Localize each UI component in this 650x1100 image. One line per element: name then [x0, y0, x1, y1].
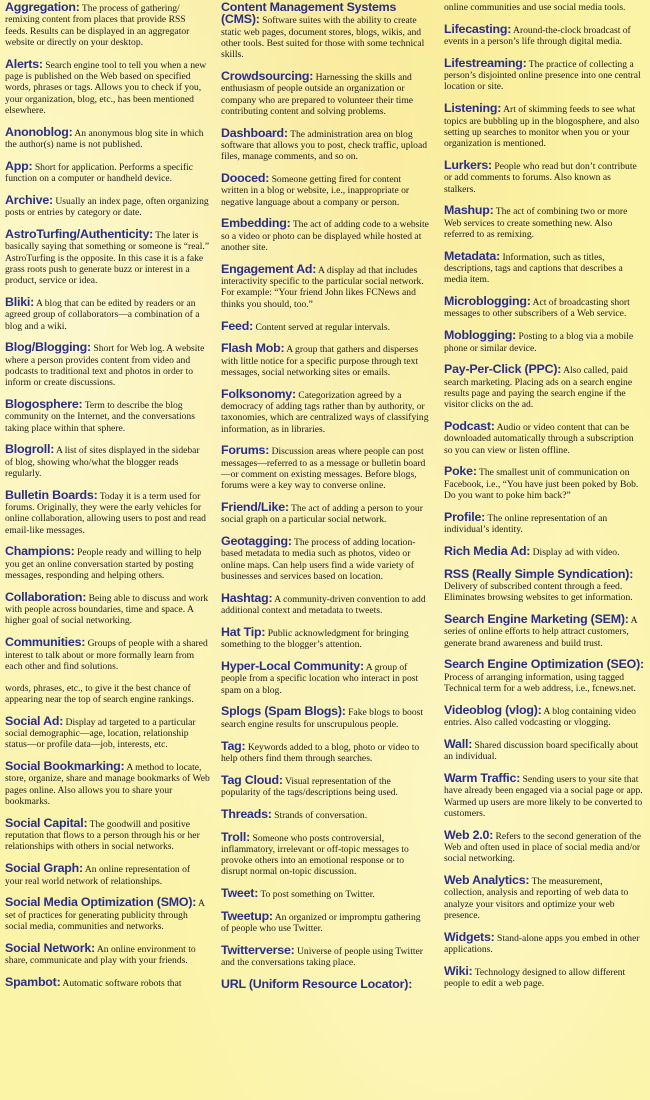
glossary-entry	[5, 56, 210, 116]
glossary-definition: People who read but don’t contribute or add comments to forums. Also known as stalkers.	[444, 160, 637, 195]
glossary-definition: The act of adding code to a website so a video or photo can be displayed while hosted at another site.	[221, 219, 429, 254]
glossary-definition: Someone getting fired for content written in a blog or website, i.e., inappropriate or negative language about a company or person.	[221, 174, 410, 208]
glossary-entry	[5, 294, 210, 332]
glossary-entry	[444, 827, 644, 865]
glossary-definition: A blog that can be edited by readers or an agreed group of collaborators—a combination of a blog and a wiki.	[5, 297, 200, 332]
glossary-entry	[221, 945, 429, 969]
glossary-definition: Harnessing the skills and enthusiasm of people outside an organization or company who are prepared to volunteer their time contributing content and solving problems.	[221, 71, 414, 117]
glossary-definition: Content served at regular intervals.	[253, 321, 390, 333]
glossary-definition: The practice of collecting a person’s disjointed online presence into one central location or site.	[444, 58, 641, 93]
glossary-definition: An online environment to share, communicate and play with your friends.	[5, 943, 196, 966]
glossary-definition: Automatic software robots that	[60, 977, 182, 989]
glossary-term: Collaboration:	[5, 589, 87, 604]
glossary-entry	[5, 226, 210, 287]
glossary-term: Engagement Ad:	[221, 261, 317, 276]
glossary-term: Blog/Blogging:	[5, 340, 91, 355]
glossary-definition: A list of sites displayed in the sidebar of blog, showing who/what the blogger reads regularly.	[5, 445, 200, 479]
glossary-column-2	[221, 2, 429, 1002]
glossary-definition: Process of arranging information, using tagged Technical term for a web address, i.e., fcnews.net.	[444, 671, 636, 695]
glossary-entry	[5, 761, 210, 807]
glossary-definition: A group of people from a specific location who interact in post spam on a blog.	[221, 662, 419, 696]
glossary-term: Social Network:	[5, 940, 95, 955]
glossary-entry	[221, 772, 429, 799]
glossary-definition: Keywords added to a blog, photo or video to help others find them through searches.	[221, 741, 420, 764]
glossary-term: Social Ad:	[5, 713, 64, 728]
glossary-entry	[5, 815, 210, 853]
glossary-term: Bulletin Boards:	[5, 487, 98, 502]
glossary-entry	[5, 897, 210, 932]
glossary-term: Spambot:	[5, 974, 61, 989]
glossary-definition: The online representation of an individual’s identity.	[444, 512, 608, 536]
glossary-definition: An online representation of your real world network of relationships.	[5, 864, 191, 887]
glossary-definition: Usually an index page, often organizing posts or entries by category or date.	[5, 195, 209, 219]
glossary-entry	[221, 68, 429, 117]
glossary-entry	[5, 399, 210, 434]
glossary-entry	[444, 421, 644, 456]
glossary-definition: Categorization agreed by a democracy of adding tags rather than by authority, or taxonomies, which are centralized ways of classifying information, as in libraries.	[221, 389, 429, 435]
glossary-entry	[221, 624, 429, 651]
glossary-term: Dooced:	[221, 171, 270, 186]
glossary-term: Tag:	[221, 738, 246, 753]
glossary-term: Social Capital:	[5, 815, 88, 830]
glossary-entry	[444, 773, 644, 819]
glossary-entry	[444, 702, 644, 729]
glossary-term: Hat Tip:	[221, 624, 266, 639]
glossary-term: Warm Traffic:	[444, 771, 521, 786]
glossary-term: Splogs (Spam Blogs):	[221, 704, 346, 719]
glossary-entry	[5, 124, 210, 151]
glossary-definition: Shared discussion board specifically about an individual.	[444, 739, 639, 763]
glossary-entry	[221, 590, 429, 617]
glossary-entry	[5, 713, 210, 751]
glossary-definition: A blog containing video entries. Also called vodcasting or vlogging.	[444, 705, 636, 729]
glossary-term: Geotagging:	[221, 534, 292, 549]
glossary-term: Poke:	[444, 464, 477, 479]
glossary-term: Aggregation:	[5, 0, 80, 14]
glossary-definition: A method to locate, store, organize, share and manage bookmarks of Web pages online. Also allows you to share your bookmarks.	[5, 762, 210, 808]
glossary-term: Twitterverse:	[221, 943, 295, 958]
glossary-term: Communities:	[5, 635, 86, 650]
glossary-entry	[444, 659, 644, 694]
glossary-term: Friend/Like:	[221, 500, 289, 515]
glossary-entry	[444, 509, 644, 536]
glossary-term: Tweetup:	[221, 909, 273, 924]
glossary-entry	[444, 248, 644, 286]
glossary-definition: A set of practices for generating publicity through social media, communities and networks.	[5, 898, 205, 932]
glossary-entry	[221, 806, 429, 821]
glossary-term: Lurkers:	[444, 157, 492, 172]
glossary-entry	[5, 342, 210, 388]
glossary-term: Lifestreaming:	[444, 55, 527, 70]
glossary-definition: An organized or impromptu gathering of people who use Twitter.	[221, 912, 421, 935]
glossary-definition: The smallest unit of communication on Facebook, i.e., “You have just been poked by Bob. Do you want to poke him back?”	[444, 467, 639, 501]
glossary-term: Wall:	[444, 736, 473, 751]
glossary-definition: A community-driven convention to add additional context and metadata to tweets.	[221, 593, 426, 617]
glossary-definition: A group that gathers and disperses with little notice for a specific purpose through text messages, social networking sites or emails.	[221, 344, 419, 378]
glossary-definition: online communities and use social media tools.	[444, 2, 626, 13]
glossary-entry	[444, 566, 644, 604]
glossary-entry	[221, 911, 429, 935]
glossary-term: Search Engine Optimization (SEO):	[444, 657, 644, 672]
glossary-definition: Software suites with the ability to create static web pages, document stores, blogs, wikis, and other tools. Best suited for those with some technical skills.	[221, 15, 425, 61]
glossary-entry	[221, 173, 429, 208]
glossary-term: Tag Cloud:	[221, 772, 283, 787]
glossary-term: AstroTurfing/Authenticity:	[5, 226, 154, 241]
glossary-definition: words, phrases, etc., to give it the best chance of appearing near the top of search engine rankings.	[5, 682, 194, 705]
glossary-definition: The measurement, collection, analysis and reporting of web data to analyze your visitors and optimize your web presence.	[444, 876, 629, 922]
glossary-definition: Being able to discuss and work with people across boundaries, time and space. A higher goal of social networking.	[5, 592, 209, 627]
glossary-definition: Technology designed to allow different people to edit a web page.	[444, 966, 626, 990]
glossary-term: Web Analytics:	[444, 873, 530, 888]
glossary-definition: Public acknowledgment for bringing something to the blogger’s attention.	[221, 627, 409, 651]
glossary-entry	[221, 661, 429, 696]
glossary-term: Lifecasting:	[444, 21, 512, 36]
glossary-entry	[5, 546, 210, 581]
glossary-definition: A display ad that includes interactivity specific to the particular social network. For example: “Your friend John likes FCNews and thinks you should, too.”	[221, 264, 424, 310]
glossary-entry	[221, 261, 429, 310]
glossary-definition: Display ad targeted to a particular social demographic—age, location, relationship status—or profile data—job, interests, etc.	[5, 716, 196, 751]
glossary-entry	[221, 125, 429, 163]
glossary-definition: Universe of people using Twitter and the conversations taking place.	[221, 946, 423, 969]
glossary-definition: The later is basically saying that something or someone is “real.” AstroTurfing is the opposite. In this case it is a fake grass roots push to generate buzz or interest in a product, service or idea.	[5, 229, 210, 287]
glossary-term: Profile:	[444, 509, 486, 524]
glossary-entry	[221, 829, 429, 878]
glossary-entry	[221, 318, 429, 333]
glossary-definition: Stand-alone apps you embed in other applications.	[444, 932, 640, 956]
glossary-entry	[444, 296, 644, 320]
glossary-definition: Refers to the second generation of the Web and often used in place of social media and/or social networking.	[444, 830, 641, 865]
glossary-term: Alerts:	[5, 56, 43, 71]
glossary-term: Embedding:	[221, 216, 291, 231]
glossary-definition: The act of combining two or more Web services to create something new. Also referred to as remixing.	[444, 206, 628, 240]
glossary-entry	[444, 543, 644, 558]
glossary-entry	[444, 2, 644, 13]
glossary-term: Search Engine Marketing (SEM):	[444, 612, 629, 627]
glossary-entry	[221, 502, 429, 526]
glossary-term: Mashup:	[444, 203, 494, 218]
glossary-term: Wiki:	[444, 963, 473, 978]
glossary-definition: Visual representation of the popularity of the tags/descriptions being used.	[221, 775, 398, 798]
glossary-term: App:	[5, 158, 33, 173]
glossary-definition: Sending users to your site that have already been engaged via a social page or app. Warmed up users are more likely to be converted to customers.	[444, 774, 643, 819]
glossary-entry	[5, 863, 210, 887]
glossary-definition: Art of skimming feeds to see what topics are bubbling up in the blogosphere, and also setting up searches to monitor when you or your organization is mentioned.	[444, 104, 640, 150]
glossary-term: Champions:	[5, 544, 75, 559]
glossary-term: Web 2.0:	[444, 827, 494, 842]
glossary-definition: To post something on Twitter.	[258, 889, 375, 901]
glossary-definition: Today it is a term used for forums. Originally, they were the early vehicles for online collaboration, allowing users to post and read email-like messages.	[5, 490, 206, 536]
glossary-definition: People ready and willing to help you get an online conversation started by posting messages, responding and helping others.	[5, 547, 202, 582]
glossary-entry	[221, 386, 429, 435]
glossary-term: Bliki:	[5, 294, 35, 309]
glossary-entry	[5, 192, 210, 219]
glossary-term: Videoblog (vlog):	[444, 702, 542, 717]
glossary-definition: Delivery of subscribed content through a feed. Eliminates browsing websites to get information.	[444, 580, 633, 604]
glossary-term: RSS (Really Simple Syndication):	[444, 566, 634, 581]
glossary-entry	[221, 343, 429, 378]
glossary-entry	[221, 738, 429, 765]
glossary-column-1	[5, 2, 210, 1000]
glossary-term: Folksonomy:	[221, 386, 296, 401]
glossary-column-3	[444, 2, 644, 1000]
glossary-definition: Act of broadcasting short messages to other subscribers of a Web service.	[444, 297, 630, 320]
glossary-entry	[444, 157, 644, 195]
glossary-entry	[5, 940, 210, 967]
glossary-term: Rich Media Ad:	[444, 543, 531, 558]
glossary-definition: The process of adding location-based metadata to media such as photos, video or online maps. Can help users find a wide variety of businesses and services based on location.	[221, 537, 416, 583]
glossary-definition: Short for Web log. A website where a person provides content from video and podcasts to traditional text and photos in order to inform or create discussions.	[5, 343, 205, 389]
glossary-term: Social Graph:	[5, 861, 83, 876]
glossary-term: Microblogging:	[444, 294, 531, 309]
glossary-definition: Fake blogs to boost search engine results for unscrupulous people.	[221, 707, 424, 730]
glossary-term: Social Media Optimization (SMO):	[5, 895, 197, 910]
glossary-entry	[221, 979, 429, 991]
glossary-entry	[221, 2, 429, 60]
glossary-term: Metadata:	[444, 248, 501, 263]
glossary-definition: Someone who posts controversial, inflammatory, irrelevant or off-topic messages to provoke others into an emotional response or to disrupt normal on-topic discussion.	[221, 832, 409, 878]
glossary-entry	[5, 158, 210, 185]
glossary-term: Anonoblog:	[5, 124, 73, 139]
glossary-definition: An anonymous blog site in which the author(s) name is not published.	[5, 127, 204, 150]
glossary-term: Tweet:	[221, 886, 259, 901]
glossary-definition: Also called, paid search marketing. Placing ads on a search engine results page and paying the search engine if the visitor clicks on the ad.	[444, 365, 633, 411]
glossary-entry	[5, 487, 210, 536]
glossary-term: Blogosphere:	[5, 397, 83, 412]
glossary-definition: The process of gathering/ remixing content from places that provide RSS feeds. Results can be displayed in an aggregator website or directly on your desktop.	[5, 3, 190, 48]
glossary-term: URL (Uniform Resource Locator):	[221, 977, 413, 992]
glossary-term: Listening:	[444, 101, 502, 116]
glossary-definition: Term to describe the blog community on the Internet, and the conversations taking place within that sphere.	[5, 400, 195, 434]
glossary-term: Troll:	[221, 829, 251, 844]
glossary-entry	[444, 736, 644, 763]
glossary-term: Flash Mob:	[221, 341, 285, 356]
glossary-term: Archive:	[5, 192, 53, 207]
glossary-entry	[221, 888, 429, 900]
glossary-term: Moblogging:	[444, 328, 517, 343]
glossary-entry	[444, 929, 644, 956]
glossary-entry	[444, 205, 644, 240]
glossary-entry	[5, 589, 210, 627]
glossary-entry	[444, 103, 644, 149]
glossary-term: Hyper-Local Community:	[221, 659, 364, 674]
glossary-term: Threads:	[221, 806, 272, 821]
glossary-definition: Information, such as titles, descriptions, tags and captions that describes a media item.	[444, 251, 623, 286]
glossary-definition: The act of adding a person to your social graph on a particular social network.	[221, 503, 423, 526]
glossary-definition: Search engine tool to tell you when a new page is published on the Web based on specified words, phrases or tags. Allows you to check if you, your organization, blog, etc., has been mentioned elsewhere.	[5, 59, 207, 116]
glossary-definition: Audio or video content that can be downloaded automatically through a subscription so you can view or listen offline.	[444, 422, 634, 456]
glossary-entry	[444, 466, 644, 501]
glossary-entry	[444, 21, 644, 48]
glossary-term: Pay-Per-Click (PPC):	[444, 362, 562, 377]
glossary-definition: Posting to a blog via a mobile phone or similar device.	[444, 331, 634, 354]
glossary-definition: Around-the-clock broadcast of events in a person’s life through digital media.	[444, 24, 631, 48]
glossary-entry	[444, 364, 644, 410]
glossary-definition: Discussion areas where people can post messages—referred to as a message or bulletin board—or comment on existing messages. Before blogs, forums were a key way to converse online.	[221, 446, 426, 492]
glossary-term: Social Bookmarking:	[5, 759, 125, 774]
glossary-term: Dashboard:	[221, 125, 288, 140]
glossary-entry	[444, 963, 644, 990]
glossary-definition: The goodwill and positive reputation that flows to a person through his or her relationships with others in social networks.	[5, 818, 200, 853]
glossary-term: Hashtag:	[221, 590, 273, 605]
glossary-definition: A series of online efforts to help attract customers, generate brand awareness and build trust.	[444, 615, 637, 649]
glossary-term: Crowdsourcing:	[221, 68, 314, 83]
glossary-definition: The administration area on blog software that allows you to post, check traffic, upload files, manage comments, and so on.	[221, 128, 428, 163]
glossary-term: Widgets:	[444, 929, 495, 944]
glossary-entry	[221, 706, 429, 730]
glossary-definition: Short for application. Performs a specific function on a computer or handheld device.	[5, 161, 194, 185]
glossary-entry	[221, 218, 429, 253]
glossary-entry	[221, 445, 429, 491]
glossary-definition: Strands of conversation.	[271, 809, 368, 821]
glossary-definition: Groups of people with a shared interest to talk about or more formally learn from each other and find solutions.	[5, 638, 208, 672]
glossary-term: Podcast:	[444, 419, 495, 434]
glossary-entry	[444, 330, 644, 354]
glossary-term: Blogroll:	[5, 442, 55, 457]
glossary-term: Content Management Systems (CMS):	[221, 0, 397, 27]
glossary-entry	[444, 875, 644, 921]
glossary-entry	[5, 974, 210, 989]
glossary-entry	[5, 2, 210, 48]
glossary-entry	[5, 637, 210, 672]
glossary-definition: Display ad with video.	[530, 546, 620, 558]
glossary-term: Forums:	[221, 443, 270, 458]
glossary-entry	[221, 536, 429, 582]
glossary-term: Feed:	[221, 318, 254, 333]
glossary-entry	[444, 55, 644, 93]
glossary-entry	[5, 683, 210, 706]
glossary-entry	[5, 444, 210, 479]
glossary-entry	[444, 614, 644, 649]
